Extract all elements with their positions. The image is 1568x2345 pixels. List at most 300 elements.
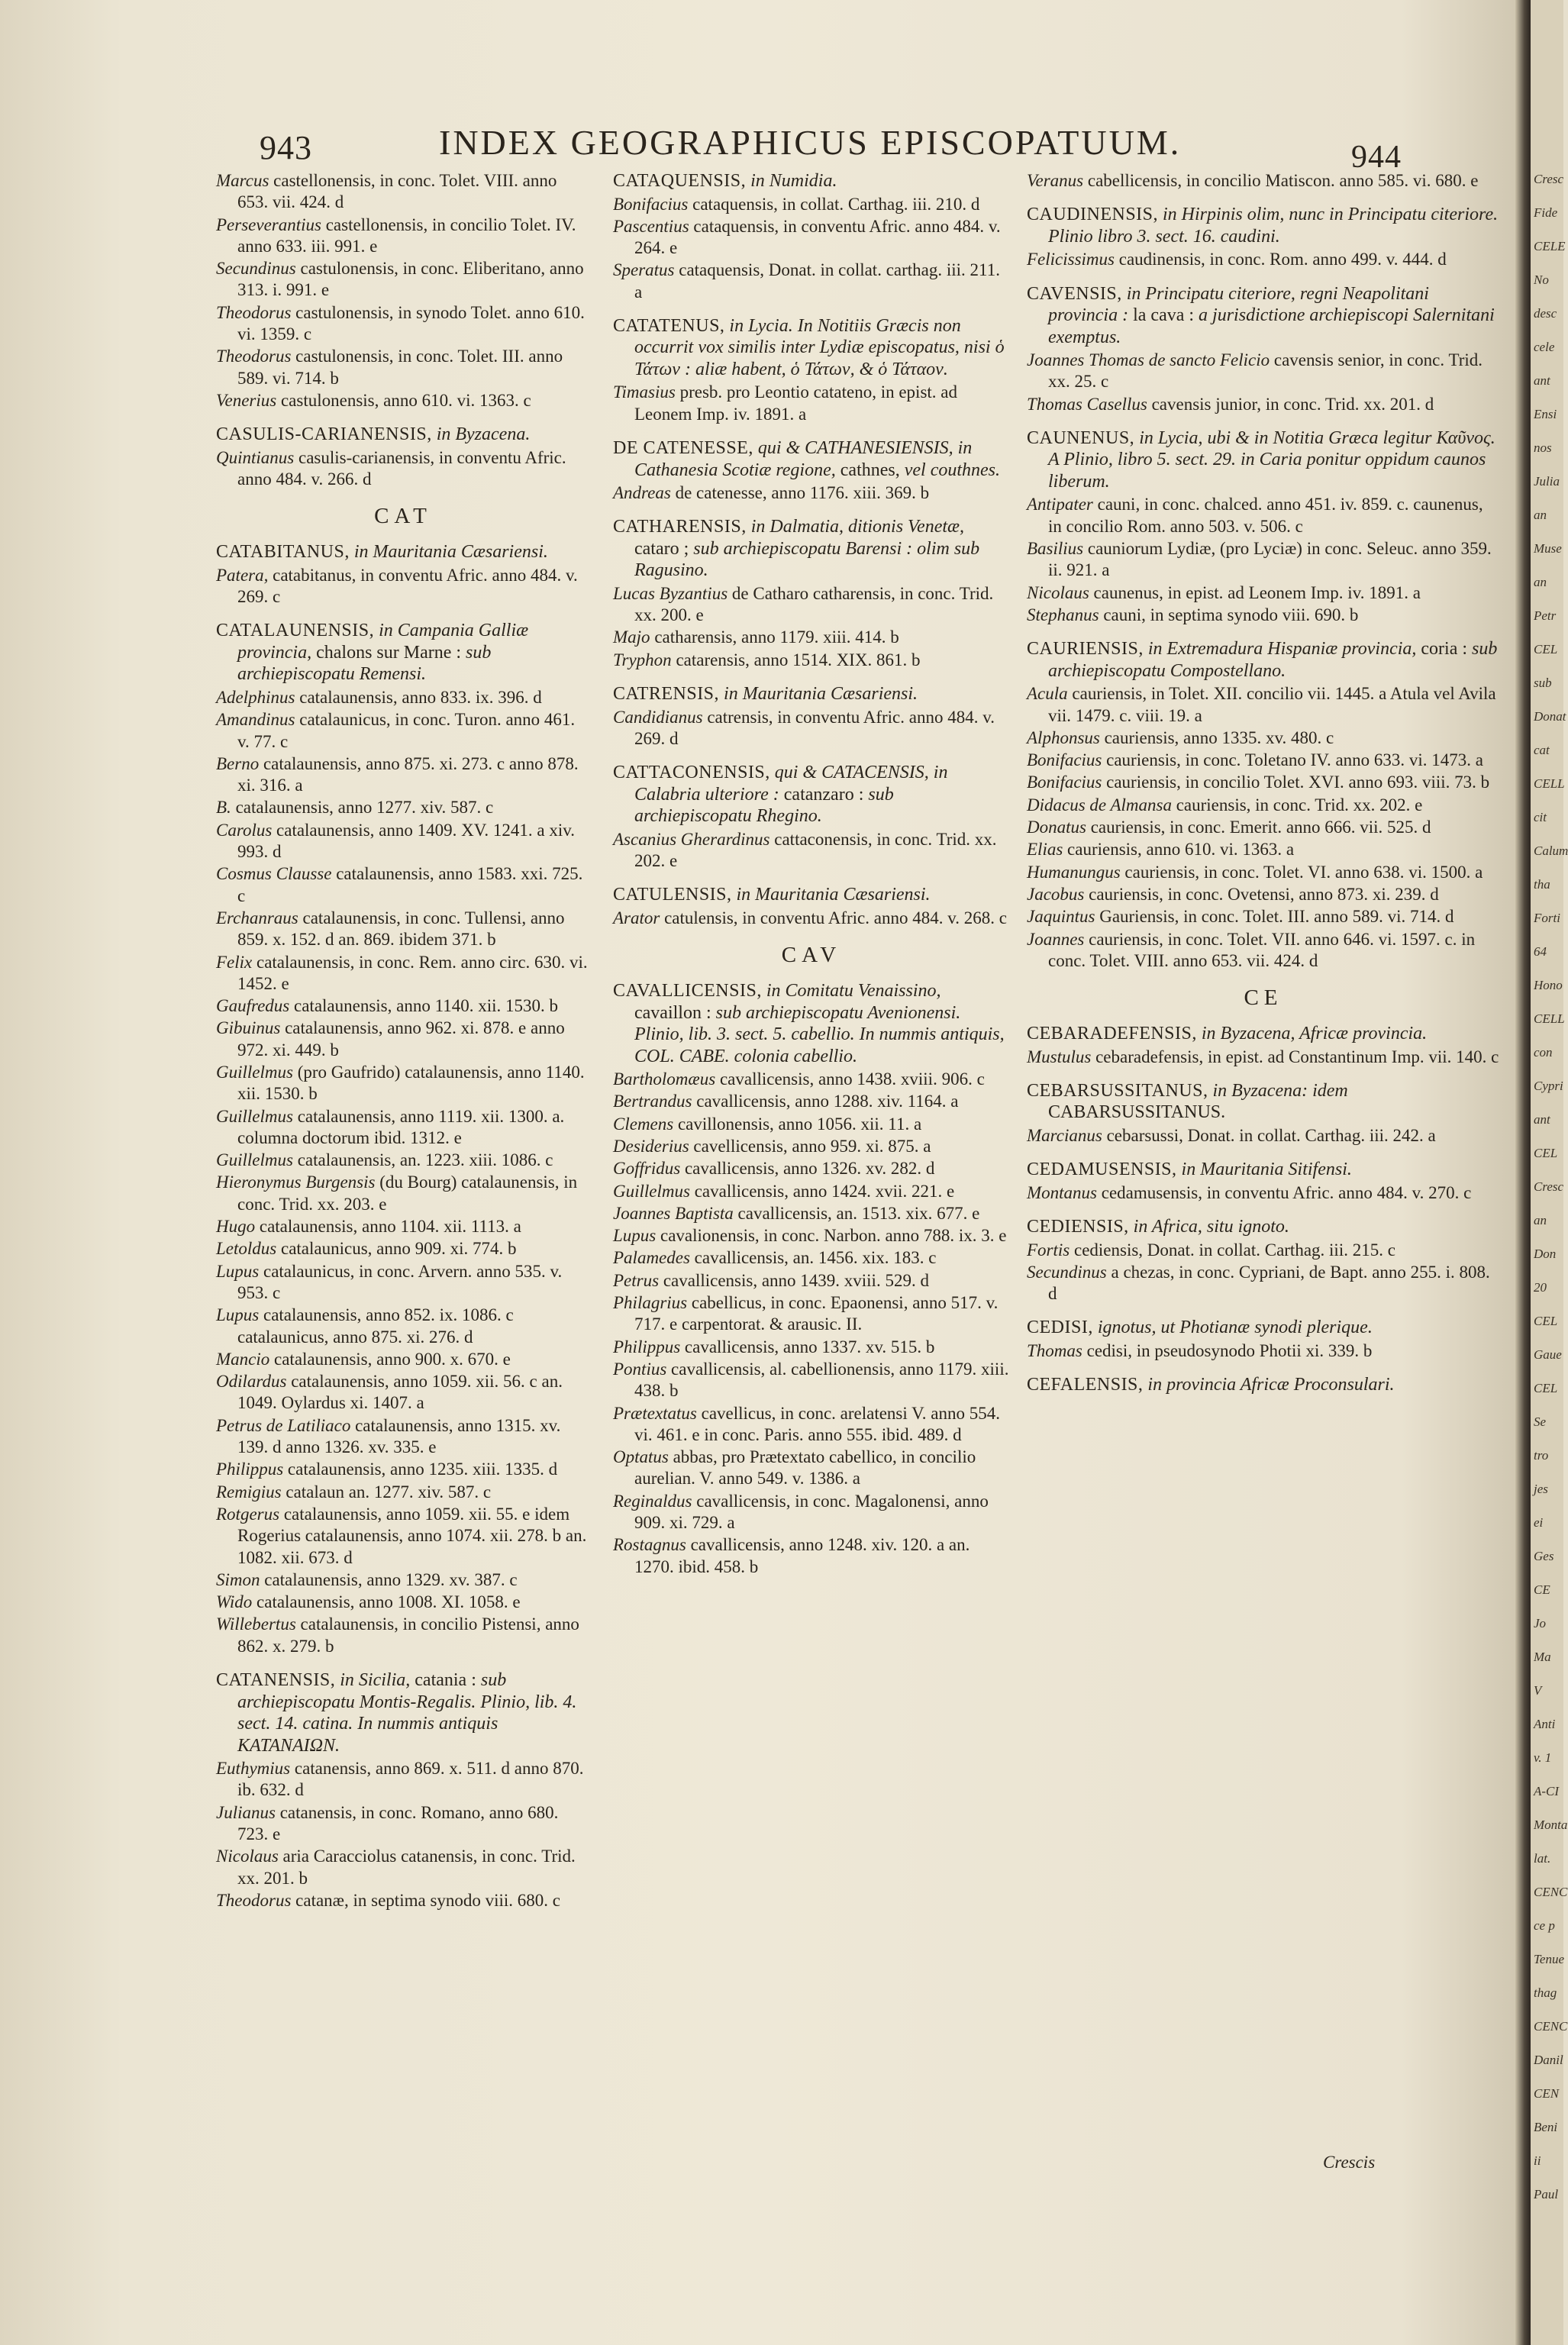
next-page-fragment: 64	[1534, 944, 1547, 959]
next-page-fragment: CELL	[1534, 1011, 1565, 1026]
bishop-entry	[613, 260, 1010, 303]
entry-reference: de catenesse, anno 1176. xiii. 369. b	[670, 483, 930, 503]
bishop-entry	[216, 1150, 590, 1171]
bishop-entry	[1027, 1047, 1500, 1068]
bishop-name: Arator	[613, 908, 660, 927]
bishop-entry	[613, 1270, 1010, 1292]
bishop-name: Berno	[216, 753, 260, 773]
bishop-entry	[216, 1846, 590, 1889]
bishop-entry	[1027, 394, 1500, 415]
bishop-entry	[216, 797, 590, 818]
next-page-fragment: ant	[1534, 373, 1550, 388]
entry-reference: cavalionensis, in conc. Narbon. anno 788. ix. 3. e	[656, 1226, 1007, 1246]
entry-reference: cauriensis, in conc. Emerit. anno 666. vii. 525. d	[1086, 818, 1431, 837]
bishop-name: Petrus	[613, 1270, 660, 1290]
bishop-name: Rostagnus	[613, 1535, 686, 1555]
bishop-name: Mustulus	[1027, 1047, 1092, 1066]
bishop-entry	[216, 215, 590, 258]
bishop-entry	[216, 390, 590, 411]
bishop-name: Guillelmus	[216, 1150, 293, 1170]
see-name: CEDIENSIS,	[1027, 1217, 1129, 1237]
book-gutter	[1515, 0, 1531, 2345]
entry-reference: cavallicensis, anno 1288. xiv. 1164. a	[692, 1092, 959, 1111]
see-heading	[613, 437, 1010, 481]
bishop-name: Marcianus	[1027, 1125, 1102, 1145]
bishop-name: Theodorus	[216, 302, 292, 322]
bishop-entry	[216, 687, 590, 708]
entry-reference: cauni, in conc. chalced. anno 451. iv. 859. c. caunenus, in concilio Rom. anno 503. v. 506. c	[1048, 495, 1483, 536]
entry-reference: (pro Gaufrido) catalaunensis, anno 1140. xii. 1530. b	[237, 1063, 585, 1104]
bishop-entry	[216, 1614, 590, 1657]
entry-reference: cavallicensis, anno 1424. xvii. 221. e	[689, 1181, 955, 1201]
next-page-fragment: Muse	[1534, 541, 1562, 556]
entry-reference: cebarsussi, Donat. in collat. Carthag. iii. 242. a	[1102, 1125, 1436, 1145]
entry-reference: catalaunensis, anno 1008. XI. 1058. e	[252, 1592, 521, 1612]
see-location: in Byzacena, Africæ provincia.	[1196, 1024, 1428, 1044]
bishop-name: Bonifacius	[613, 194, 689, 214]
bishop-name: Stephanus	[1027, 605, 1099, 624]
bishop-entry	[1027, 494, 1500, 537]
bishop-entry	[216, 1261, 590, 1305]
see-name: CEDAMUSENSIS,	[1027, 1160, 1177, 1180]
bishop-name: Quintianus	[216, 447, 295, 467]
bishop-name: Pascentius	[613, 216, 689, 236]
see-modern-name: coria :	[1416, 639, 1468, 660]
see-location: ignotus, ut Photianæ synodi plerique.	[1092, 1318, 1373, 1338]
bishop-entry	[216, 1238, 590, 1260]
next-page-fragment: Danil	[1534, 2053, 1563, 2067]
see-location: in Mauritania Cæsariensi.	[719, 684, 918, 705]
bishop-entry	[216, 952, 590, 995]
bishop-name: Fortis	[1027, 1240, 1070, 1260]
next-page-fragment: CELE	[1534, 239, 1566, 253]
bishop-entry	[216, 1758, 590, 1801]
bishop-entry	[216, 1305, 590, 1348]
see-heading	[216, 424, 590, 446]
entry-reference: catalaunensis, anno 1409. XV. 1241. a xiv. 993. d	[237, 820, 575, 862]
bishop-name: Amandinus	[216, 710, 295, 730]
entry-reference: castellonensis, in concilio Tolet. IV. anno 633. iii. 991. e	[237, 215, 576, 256]
bishop-entry	[216, 863, 590, 907]
entry-reference: castulonensis, anno 610. vi. 1363. c	[276, 390, 531, 410]
next-page-fragment: Tenue	[1534, 1952, 1564, 1966]
entry-reference: catalaun an. 1277. xiv. 587. c	[281, 1482, 492, 1502]
bishop-entry	[613, 216, 1010, 260]
see-heading	[216, 620, 590, 685]
next-page-fragment: Gaue	[1534, 1347, 1562, 1362]
entry-reference: catalaunensis, anno 875. xi. 273. c anno 878. xi. 316. a	[237, 753, 579, 795]
bishop-entry	[216, 1504, 590, 1569]
index-column-3	[1027, 170, 1500, 1398]
see-modern-name: cavaillon :	[634, 1002, 711, 1023]
next-page-fragment: Don	[1534, 1247, 1557, 1261]
see-location: in Byzacena.	[431, 424, 531, 445]
entry-reference: catanensis, anno 869. x. 511. d anno 870. ib. 632. d	[237, 1759, 584, 1800]
see-modern-name: catanzaro :	[779, 784, 864, 805]
entry-reference: presb. pro Leontio catateno, in epist. ad Leonem Imp. iv. 1891. a	[634, 382, 957, 424]
next-page-fragment: an	[1534, 508, 1547, 522]
bishop-entry	[216, 753, 590, 797]
entry-reference: catalaunicus, in conc. Turon. anno 461. v. 77. c	[237, 710, 576, 751]
see-name: CEBARADEFENSIS,	[1027, 1024, 1197, 1044]
running-header	[218, 122, 1485, 175]
bishop-entry	[613, 1136, 1010, 1157]
bishop-name: Bartholomæus	[613, 1069, 716, 1089]
page-number-right: 944	[1351, 140, 1402, 175]
bishop-name: Reginaldus	[613, 1491, 692, 1511]
running-title: INDEX GEOGRAPHICUS EPISCOPATUUM.	[439, 123, 1182, 162]
entry-reference: caudinensis, in conc. Rom. anno 499. v. 444. d	[1115, 250, 1447, 269]
entry-reference: (du Bourg) catalaunensis, in conc. Trid. xx. 203. e	[237, 1172, 578, 1214]
see-heading	[216, 1669, 590, 1756]
next-page-fragment: CEN	[1534, 2086, 1560, 2101]
see-location: in Extremadura Hispaniæ provincia,	[1143, 639, 1417, 660]
bishop-entry	[216, 170, 590, 214]
bishop-entry	[216, 1592, 590, 1613]
see-location: in Principatu citeriore, regni Neapolitani provincia :	[1048, 283, 1429, 326]
entry-reference: casulis-carianensis, in conventu Afric. anno 484. v. 266. d	[237, 447, 566, 489]
see-location: in Sicilia,	[335, 1670, 411, 1691]
bishop-entry	[216, 447, 590, 491]
entry-reference: cataquensis, in collat. Carthag. iii. 210. d	[688, 194, 980, 214]
bishop-name: Euthymius	[216, 1759, 291, 1779]
see-location: in Dalmatia, ditionis Venetæ,	[746, 517, 965, 537]
see-location: in Numidia.	[746, 171, 837, 191]
next-page-fragment: lat.	[1534, 1851, 1551, 1866]
next-page-fragment: thag	[1534, 1985, 1557, 2000]
bishop-entry	[613, 1447, 1010, 1490]
bishop-name: Speratus	[613, 260, 675, 280]
entry-reference: cauriensis, in conc. Tolet. VII. anno 646. vi. 1597. c. in conc. Tolet. VIII. anno 653. vii. 424. d	[1048, 929, 1476, 970]
entry-reference: cavallicensis, an. 1456. xix. 183. c	[689, 1248, 937, 1268]
see-heading	[1027, 204, 1500, 247]
section-heading: CAT	[374, 504, 432, 529]
bishop-entry	[613, 1225, 1010, 1247]
bishop-entry	[613, 627, 1010, 648]
next-page-fragment: Beni	[1534, 2120, 1558, 2134]
see-heading	[1027, 1374, 1500, 1396]
next-page-fragment: Cresc	[1534, 172, 1564, 186]
see-location: in provincia Africæ Proconsulari.	[1143, 1375, 1395, 1395]
next-page-fragment: 20	[1534, 1280, 1547, 1295]
next-page-fragment: Ensi	[1534, 407, 1557, 421]
entry-reference: catalaunensis, anno 852. ix. 1086. c catalaunicus, anno 875. xi. 276. d	[237, 1305, 514, 1347]
see-name: CATAQUENSIS,	[613, 171, 747, 191]
bishop-name: Bonifacius	[1027, 750, 1102, 770]
entry-reference: cauni, in septima synodo viii. 690. b	[1099, 605, 1359, 624]
section-heading: CAV	[781, 943, 842, 968]
bishop-name: Hugo	[216, 1217, 256, 1237]
bishop-name: Lupus	[613, 1226, 657, 1246]
bishop-entry	[613, 1069, 1010, 1090]
entry-reference: cataquensis, in conventu Afric. anno 484. v. 264. e	[634, 216, 1001, 258]
bishop-name: Philippus	[216, 1460, 284, 1479]
see-name: CAVENSIS,	[1027, 283, 1122, 304]
see-heading	[1027, 1159, 1500, 1181]
entry-reference: cavallicensis, an. 1513. xix. 677. e	[733, 1203, 980, 1223]
entry-reference: a chezas, in conc. Cypriani, de Bapt. anno 255. i. 808. d	[1048, 1262, 1490, 1304]
next-page-fragment: Calum	[1534, 843, 1568, 858]
see-heading	[613, 516, 1010, 582]
bishop-entry	[1027, 906, 1500, 927]
bishop-name: Erchanraus	[216, 908, 298, 927]
entry-reference: castulonensis, in synodo Tolet. anno 610. vi. 1359. c	[237, 302, 585, 344]
bishop-name: Elias	[1027, 840, 1063, 860]
entry-reference: catalaunensis, in conc. Tullensi, anno 859. x. 152. d an. 869. ibidem 371. b	[237, 908, 565, 950]
bishop-entry	[1027, 1125, 1500, 1147]
bishop-entry	[613, 583, 1010, 627]
bishop-entry	[613, 1292, 1010, 1336]
bishop-entry	[1027, 862, 1500, 883]
bishop-name: Jacobus	[1027, 884, 1085, 904]
entry-reference: catalaunensis, anno 1315. xv. 139. d anno 1326. xv. 335. e	[237, 1415, 561, 1457]
entry-reference: catalaunensis, anno 1583. xxi. 725. c	[237, 864, 583, 905]
bishop-entry	[613, 194, 1010, 215]
entry-reference: cataquensis, Donat. in collat. carthag. iii. 211. a	[634, 260, 1000, 302]
bishop-entry	[1027, 170, 1500, 192]
see-name: CATALAUNENSIS,	[216, 621, 375, 641]
see-note: vel couthnes.	[899, 460, 1001, 480]
bishop-entry	[216, 346, 590, 389]
entry-reference: catabitanus, in conventu Afric. anno 484. v. 269. c	[237, 565, 578, 607]
see-heading	[613, 683, 1010, 705]
bishop-entry	[1027, 795, 1500, 816]
see-modern-name: CABARSUSSITANUS.	[1048, 1102, 1226, 1123]
entry-reference: cavallicensis, anno 1438. xviii. 906. c	[715, 1069, 985, 1089]
next-page-fragment: con	[1534, 1045, 1553, 1060]
entry-reference: catanæ, in septima synodo viii. 680. c	[291, 1890, 561, 1910]
entry-reference: cavallicensis, anno 1326. xv. 282. d	[680, 1159, 935, 1179]
bishop-entry	[1027, 727, 1500, 749]
bishop-name: Ascanius Gherardinus	[613, 829, 770, 849]
bishop-entry	[613, 1114, 1010, 1135]
entry-reference: cauriensis, anno 1335. xv. 480. c	[1099, 727, 1334, 747]
see-name: CATANENSIS,	[216, 1670, 336, 1691]
bishop-name: Secundinus	[216, 259, 296, 279]
bishop-name: Simon	[216, 1569, 260, 1589]
bishop-name: Gibuinus	[216, 1018, 281, 1038]
entry-reference: de Catharo catharensis, in conc. Trid. xx. 200. e	[634, 583, 994, 625]
entry-reference: catharensis, anno 1179. xiii. 414. b	[650, 627, 899, 647]
next-page-fragment: CELL	[1534, 776, 1565, 791]
bishop-entry	[613, 382, 1010, 425]
next-page-fragment: CENC	[1534, 2019, 1568, 2034]
entry-reference: abbas, pro Prætextato cabellico, in concilio aurelian. V. anno 549. v. 1386. a	[634, 1447, 976, 1489]
next-page-fragment: Paul	[1534, 2187, 1559, 2201]
bishop-name: Petrus de Latiliaco	[216, 1415, 351, 1435]
bishop-name: Nicolaus	[1027, 582, 1089, 602]
bishop-name: Goffridus	[613, 1159, 681, 1179]
bishop-entry	[216, 258, 590, 302]
next-page-fragment: desc	[1534, 306, 1557, 321]
next-page-fragment: Petr	[1534, 608, 1557, 623]
bishop-name: Tryphon	[613, 650, 672, 669]
bishop-name: Patera,	[216, 565, 269, 585]
bishop-name: Felix	[216, 952, 253, 972]
entry-reference: cauriensis, in Tolet. XII. concilio vii. 1445. a Atula vel Avila vii. 1479. c. viii. 19. a	[1048, 684, 1496, 725]
next-page-fragment: an	[1534, 1213, 1547, 1227]
entry-reference: castulonensis, in conc. Eliberitano, anno 313. i. 991. e	[237, 259, 584, 300]
see-note: sub archiepiscopatu Compostellano.	[1048, 639, 1498, 681]
next-page-fragment: Monta	[1534, 1818, 1568, 1832]
entry-reference: Gauriensis, in conc. Tolet. III. anno 589. vi. 714. d	[1095, 907, 1454, 927]
see-heading	[613, 884, 1010, 906]
next-page-fragment: ei	[1534, 1515, 1544, 1530]
bishop-name: Veranus	[1027, 171, 1084, 190]
bishop-entry	[216, 820, 590, 863]
see-note: sub archiepiscopatu Montis-Regalis. Plinio, lib. 4. sect. 14. catina. In nummis antiquis KATANAIΩN.	[237, 1670, 577, 1756]
bishop-name: Bertrandus	[613, 1092, 692, 1111]
next-page-fragment: V	[1534, 1683, 1542, 1698]
section-heading: CE	[1244, 985, 1283, 1011]
entry-reference: catalaunensis, anno 1329. xv. 387. c	[260, 1569, 518, 1589]
entry-reference: cavensis senior, in conc. Trid. xx. 25. c	[1048, 350, 1483, 392]
see-name: CAVALLICENSIS,	[613, 981, 762, 1002]
bishop-name: Lupus	[216, 1305, 260, 1325]
see-name: CATRENSIS,	[613, 684, 720, 705]
bishop-name: Bonifacius	[1027, 773, 1102, 792]
next-page-fragment: Fide	[1534, 205, 1558, 220]
next-page-fragment: CEL	[1534, 1146, 1558, 1160]
entry-reference: cavellicensis, anno 959. xi. 875. a	[689, 1136, 931, 1156]
bishop-name: Clemens	[613, 1114, 674, 1134]
adjacent-page-edge	[1531, 0, 1568, 2345]
entry-reference: cauriensis, in concilio Tolet. XVI. anno 693. viii. 73. b	[1102, 773, 1490, 792]
bishop-name: Timasius	[613, 382, 676, 402]
see-heading	[216, 541, 590, 563]
see-heading	[1027, 638, 1500, 682]
bishop-entry	[613, 1403, 1010, 1447]
see-name: CEDISI,	[1027, 1318, 1093, 1338]
see-name: CATABITANUS,	[216, 542, 350, 563]
next-page-fragment: CEL	[1534, 642, 1558, 656]
see-name: CATTACONENSIS,	[613, 763, 770, 783]
entry-reference: cauriensis, anno 610. vi. 1363. a	[1063, 840, 1295, 860]
bishop-entry	[1027, 605, 1500, 626]
bishop-entry	[613, 707, 1010, 750]
bishop-name: Lucas Byzantius	[613, 583, 728, 603]
bishop-name: Alphonsus	[1027, 727, 1100, 747]
bishop-name: Montanus	[1027, 1182, 1097, 1202]
bishop-name: Philagrius	[613, 1293, 688, 1313]
bishop-entry	[216, 565, 590, 608]
bishop-name: Optatus	[613, 1447, 669, 1467]
see-heading	[1027, 283, 1500, 349]
next-page-fragment: jes	[1534, 1482, 1548, 1496]
entry-reference: cedisi, in pseudosynodo Photii xi. 339. b	[1082, 1340, 1373, 1360]
next-page-fragment: ii	[1534, 2153, 1541, 2168]
next-page-fragment: No	[1534, 273, 1549, 287]
entry-reference: castellonensis, in conc. Tolet. VIII. anno 653. vii. 424. d	[237, 171, 557, 212]
next-page-fragment: ce p	[1534, 1918, 1555, 1933]
see-name: CEBARSUSSITANUS,	[1027, 1080, 1208, 1101]
see-modern-name: la cava :	[1128, 305, 1195, 326]
entry-reference: aria Caracciolus catanensis, in conc. Trid. xx. 201. b	[237, 1847, 576, 1888]
bishop-name: Odilardus	[216, 1372, 287, 1392]
bishop-name: Joannes	[1027, 929, 1085, 949]
next-page-fragment: Forti	[1534, 911, 1560, 925]
bishop-entry	[216, 1062, 590, 1105]
bishop-entry	[1027, 1240, 1500, 1261]
entry-reference: cattaconensis, in conc. Trid. xx. 202. e	[634, 829, 997, 870]
bishop-entry	[613, 1203, 1010, 1224]
bishop-name: Marcus	[216, 171, 269, 190]
bishop-entry	[1027, 683, 1500, 727]
bishop-name: Hieronymus Burgensis	[216, 1172, 376, 1192]
see-name: CASULIS-CARIANENSIS,	[216, 424, 432, 445]
see-note: sub archiepiscopatu Rhegino.	[634, 784, 894, 827]
see-location: in Campania Galliæ provincia,	[237, 621, 529, 663]
bishop-entry	[1027, 884, 1500, 905]
bishop-entry	[613, 650, 1010, 671]
entry-reference: catalaunensis, in concilio Pistensi, anno 862. x. 279. b	[237, 1614, 579, 1656]
bishop-entry	[216, 1172, 590, 1215]
bishop-entry	[216, 1216, 590, 1237]
bishop-name: Julianus	[216, 1802, 276, 1822]
bishop-name: Perseverantius	[216, 215, 321, 234]
next-page-fragment: cele	[1534, 340, 1555, 354]
next-page-fragment: cat	[1534, 743, 1550, 757]
bishop-name: Didacus de Almansa	[1027, 795, 1172, 814]
see-note: a jurisdictione archiepiscopi Salernitani exemptus.	[1048, 305, 1495, 347]
bishop-name: Venerius	[216, 390, 277, 410]
next-page-fragment: cit	[1534, 810, 1547, 824]
see-name: CAUDINENSIS,	[1027, 205, 1159, 225]
bishop-entry	[216, 1018, 590, 1061]
bishop-entry	[613, 1534, 1010, 1578]
bishop-entry	[1027, 582, 1500, 604]
bishop-name: Nicolaus	[216, 1847, 279, 1866]
next-page-fragment: v. 1	[1534, 1750, 1552, 1765]
bishop-entry	[216, 1106, 590, 1150]
see-modern-name: catania :	[410, 1670, 476, 1691]
page-number-left: 943	[260, 129, 312, 166]
index-column-2	[613, 170, 1010, 1579]
entry-reference: cavallicensis, al. cabellionensis, anno 1179. xiii. 438. b	[634, 1359, 1009, 1401]
entry-reference: catalaunensis, anno 1119. xii. 1300. a. columna doctorum ibid. 1312. e	[237, 1106, 565, 1147]
bishop-name: Humanungus	[1027, 862, 1121, 882]
next-page-fragment: Cypri	[1534, 1079, 1563, 1093]
bishop-entry	[613, 1158, 1010, 1179]
bishop-entry	[613, 1181, 1010, 1202]
entry-reference: cavallicensis, anno 1248. xiv. 120. a an. 1270. ibid. 458. b	[634, 1535, 970, 1576]
entry-reference: cavillonensis, anno 1056. xii. 11. a	[673, 1114, 922, 1134]
bishop-name: Antipater	[1027, 495, 1093, 514]
entry-reference: catanensis, in conc. Romano, anno 680. 723. e	[237, 1802, 559, 1843]
see-heading	[613, 315, 1010, 381]
entry-reference: catalaunensis, anno 1277. xiv. 587. c	[231, 798, 494, 818]
see-heading	[1027, 1317, 1500, 1339]
bishop-name: Philippus	[613, 1337, 681, 1356]
bishop-name: Thomas Casellus	[1027, 394, 1147, 414]
next-page-fragment: Hono	[1534, 978, 1563, 992]
bishop-entry	[216, 995, 590, 1017]
entry-reference: catalaunensis, anno 1235. xiii. 1335. d	[283, 1460, 558, 1479]
next-page-fragment: A-CI	[1534, 1784, 1560, 1798]
bishop-name: Lupus	[216, 1261, 260, 1281]
next-page-fragment: Ma	[1534, 1650, 1551, 1664]
next-page-fragment: CEL	[1534, 1314, 1558, 1328]
see-note: sub archiepiscopatu Remensi.	[237, 642, 492, 685]
see-note: sub archiepiscopatu Barensi : olim sub Ragusino.	[634, 538, 980, 581]
bishop-entry	[613, 1247, 1010, 1269]
bishop-name: Rotgerus	[216, 1504, 280, 1524]
bishop-name: Letoldus	[216, 1239, 277, 1259]
entry-reference: catalaunicus, in conc. Arvern. anno 535. v. 953. c	[237, 1261, 563, 1302]
next-page-fragment: nos	[1534, 440, 1552, 455]
next-page-fragment: sub	[1534, 676, 1552, 690]
bishop-entry	[1027, 929, 1500, 973]
